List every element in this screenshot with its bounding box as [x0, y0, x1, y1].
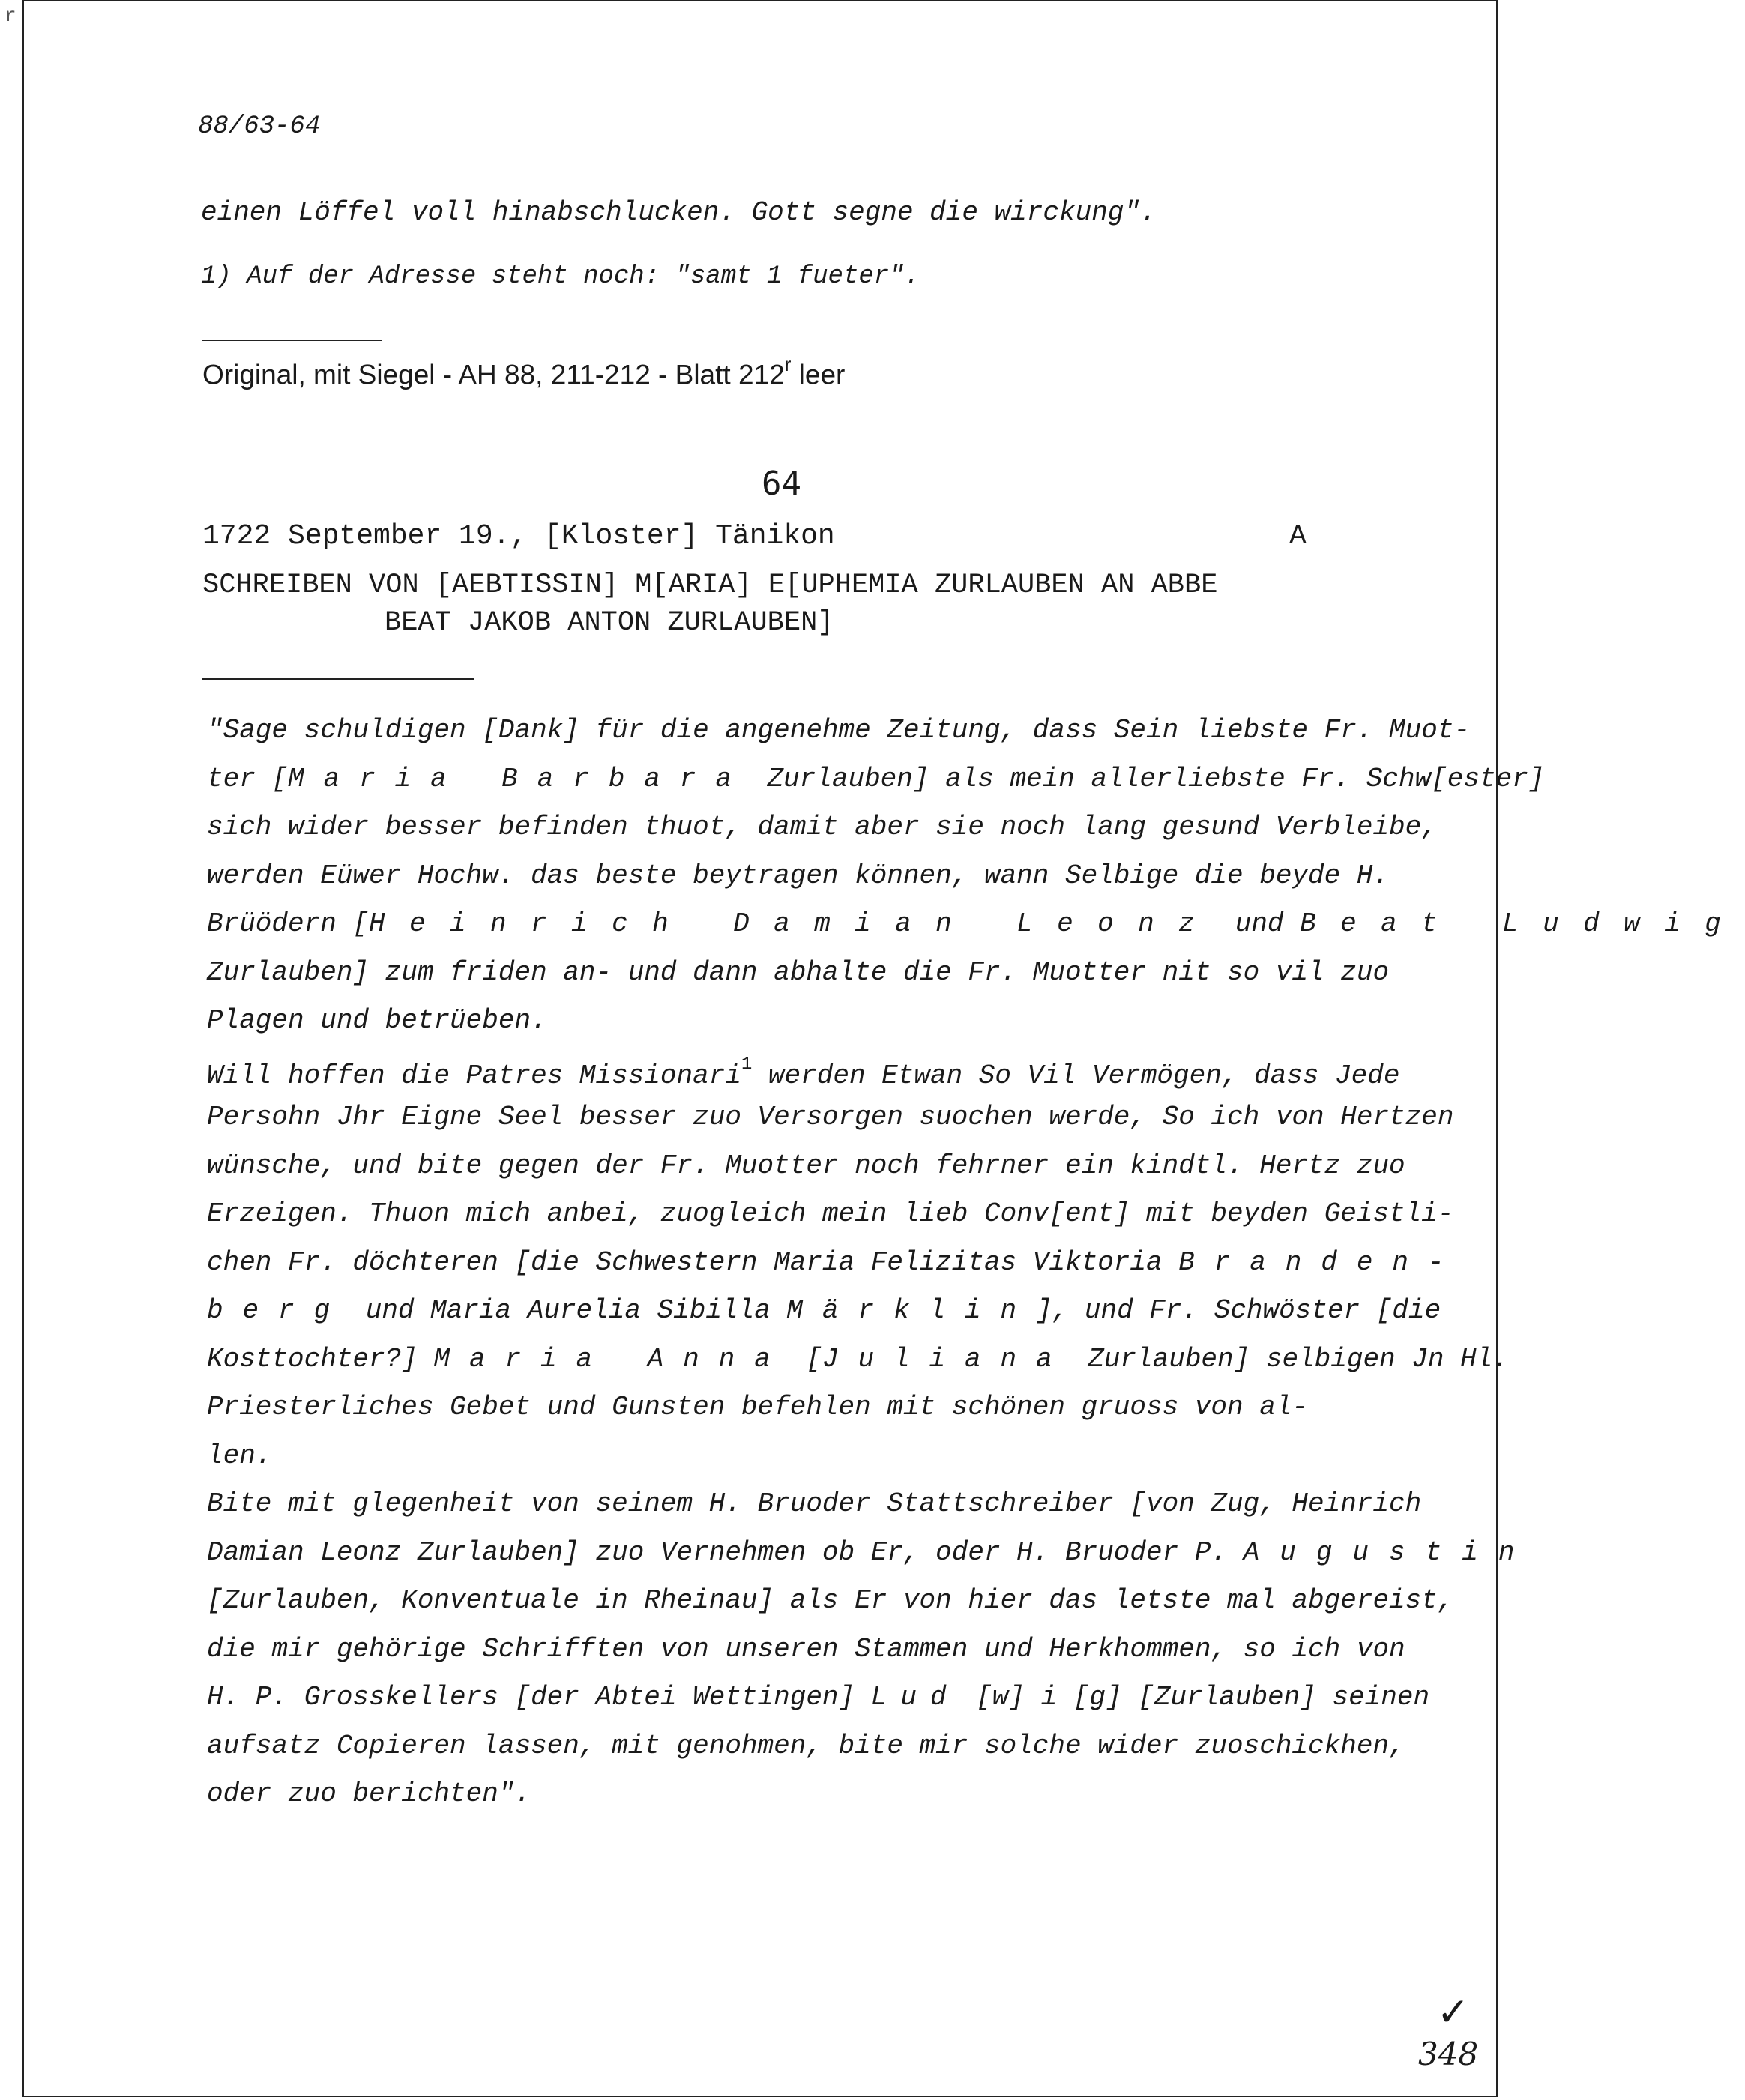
body-line: oder zuo berichten". — [207, 1778, 531, 1809]
letter-category: A — [1289, 520, 1307, 552]
footnote: 1) Auf der Adresse steht noch: "samt 1 fueter". — [201, 262, 920, 291]
text-span: [w] — [959, 1682, 1041, 1713]
body-line: "Sage schuldigen [Dank] für die angenehme Zeitung, dass Sein liebste Fr. Muot- — [207, 715, 1471, 746]
text-span: ter [ — [207, 763, 289, 794]
body-line: die mir gehörige Schrifften von unseren Stammen und Herkhommen, so ich von — [207, 1633, 1405, 1665]
body-line — [207, 755, 1745, 804]
body-line — [207, 1529, 1745, 1578]
spaced-name: berg — [207, 1295, 350, 1326]
corner-mark: r — [4, 4, 16, 27]
letter-body — [207, 707, 1745, 1819]
text-span: Damian Leonz Zurlauben] zuo Vernehmen ob Er, oder H. Bruoder P. — [207, 1536, 1244, 1568]
text-span: [ — [789, 1343, 822, 1375]
spaced-name: Juliana — [822, 1343, 1072, 1375]
text-span: Will hoffen die Patres Missionari — [207, 1060, 741, 1091]
source-line — [202, 353, 846, 390]
letter-heading-line-1: SCHREIBEN VON [AEBTISSIN] M[ARIA] E[UPHEMIA ZURLAUBEN AN ABBE — [202, 570, 1218, 601]
previous-letter-closing-line: einen Löffel voll hinabschlucken. Gott segne die wirckung". — [201, 197, 1157, 228]
text-span: chen Fr. döchteren [die Schwestern Maria Felizitas Viktoria — [207, 1246, 1179, 1278]
source-superscript: r — [784, 353, 792, 375]
body-line — [207, 900, 1745, 949]
text-span: ], und Fr. Schwöster [die — [1036, 1295, 1441, 1326]
body-line: Erzeigen. Thuon mich anbei, zuogleich mein lieb Conv[ent] mit beyden Geistli- — [207, 1198, 1454, 1229]
letter-heading-line-2: BEAT JAKOB ANTON ZURLAUBEN] — [385, 607, 834, 639]
body-line: [Zurlauben, Konventuale in Rheinau] als Er von hier das letste mal abgereist, — [207, 1585, 1454, 1616]
body-line: sich wider besser befinden thuot, damit aber sie noch lang gesund Verbleibe, — [207, 812, 1438, 842]
letter-date-place: 1722 September 19., [Kloster] Tänikon — [202, 520, 835, 552]
letter-heading — [202, 567, 1217, 642]
body-line: aufsatz Copieren lassen, mit genohmen, bite mir solche wider zuoschickhen, — [207, 1730, 1405, 1761]
text-span: [g] [Zurlauben] seinen — [1057, 1682, 1430, 1713]
body-line: Persohn Jhr Eigne Seel besser zuo Versorgen suochen werde, So ich von Hertzen — [207, 1102, 1454, 1132]
text-span: Zurlauben] als mein allerliebste Fr. Schw[ester] — [750, 763, 1545, 794]
body-line: wünsche, und bite gegen der Fr. Muotter noch fehrner ein kindtl. Hertz zuo — [207, 1150, 1405, 1181]
spaced-name: Branden- — [1178, 1246, 1464, 1278]
text-span: und Maria Aurelia Sibilla — [349, 1295, 787, 1326]
handwritten-page-number: 348 — [1418, 2036, 1479, 2072]
letter-number: 64 — [762, 465, 801, 503]
spaced-name: Lud — [870, 1682, 960, 1713]
body-line — [207, 1336, 1745, 1384]
text-span: werden Etwan So Vil Vermögen, dass Jede — [752, 1060, 1400, 1091]
text-span: und — [1219, 908, 1301, 939]
spaced-name: Maria Barbara — [288, 763, 751, 794]
source-after: leer — [791, 359, 846, 390]
checkmark-icon: ✓ — [1439, 1989, 1467, 2040]
source-text: Original, mit Siegel - AH 88, 211-212 - Blatt 212 — [202, 359, 785, 390]
body-line — [207, 1287, 1745, 1336]
spaced-name: Maria Anna — [433, 1343, 790, 1375]
divider-rule-2 — [202, 678, 474, 680]
body-line: Plagen und betrüeben. — [207, 1005, 547, 1036]
body-line: Priesterliches Gebet und Gunsten befehlen mit schönen gruoss von al- — [207, 1392, 1309, 1422]
divider-rule — [202, 340, 382, 341]
body-line: len. — [207, 1440, 272, 1471]
body-line: Bite mit glegenheit von seinem H. Bruoder Stattschreiber [von Zug, Heinrich — [207, 1488, 1422, 1519]
body-line: werden Eüwer Hochw. das beste beytragen können, wann Selbige die beyde H. — [207, 860, 1390, 891]
body-line — [207, 1674, 1745, 1722]
spaced-name: Beat Ludwig — [1300, 908, 1745, 939]
body-line — [207, 1046, 1745, 1094]
text-span: Zurlauben] selbigen Jn Hl. — [1071, 1343, 1509, 1375]
text-span: H. P. Grosskellers [der Abtei Wettingen] — [207, 1682, 871, 1713]
document-reference: 88/63-64 — [198, 112, 321, 141]
spaced-name: Märklin — [786, 1295, 1037, 1326]
spaced-name: Augustin — [1243, 1536, 1535, 1568]
body-line: Zurlauben] zum friden an- und dann abhalte die Fr. Muotter nit so vil zuo — [207, 956, 1390, 988]
text-span: Kosttochter?] — [207, 1343, 434, 1375]
text-span: Brüödern [ — [207, 908, 370, 939]
body-line — [207, 1239, 1745, 1288]
spaced-name: i — [1040, 1682, 1058, 1713]
spaced-name: Heinrich Damian Leonz — [369, 908, 1220, 939]
footnote-marker: 1 — [741, 1054, 753, 1075]
